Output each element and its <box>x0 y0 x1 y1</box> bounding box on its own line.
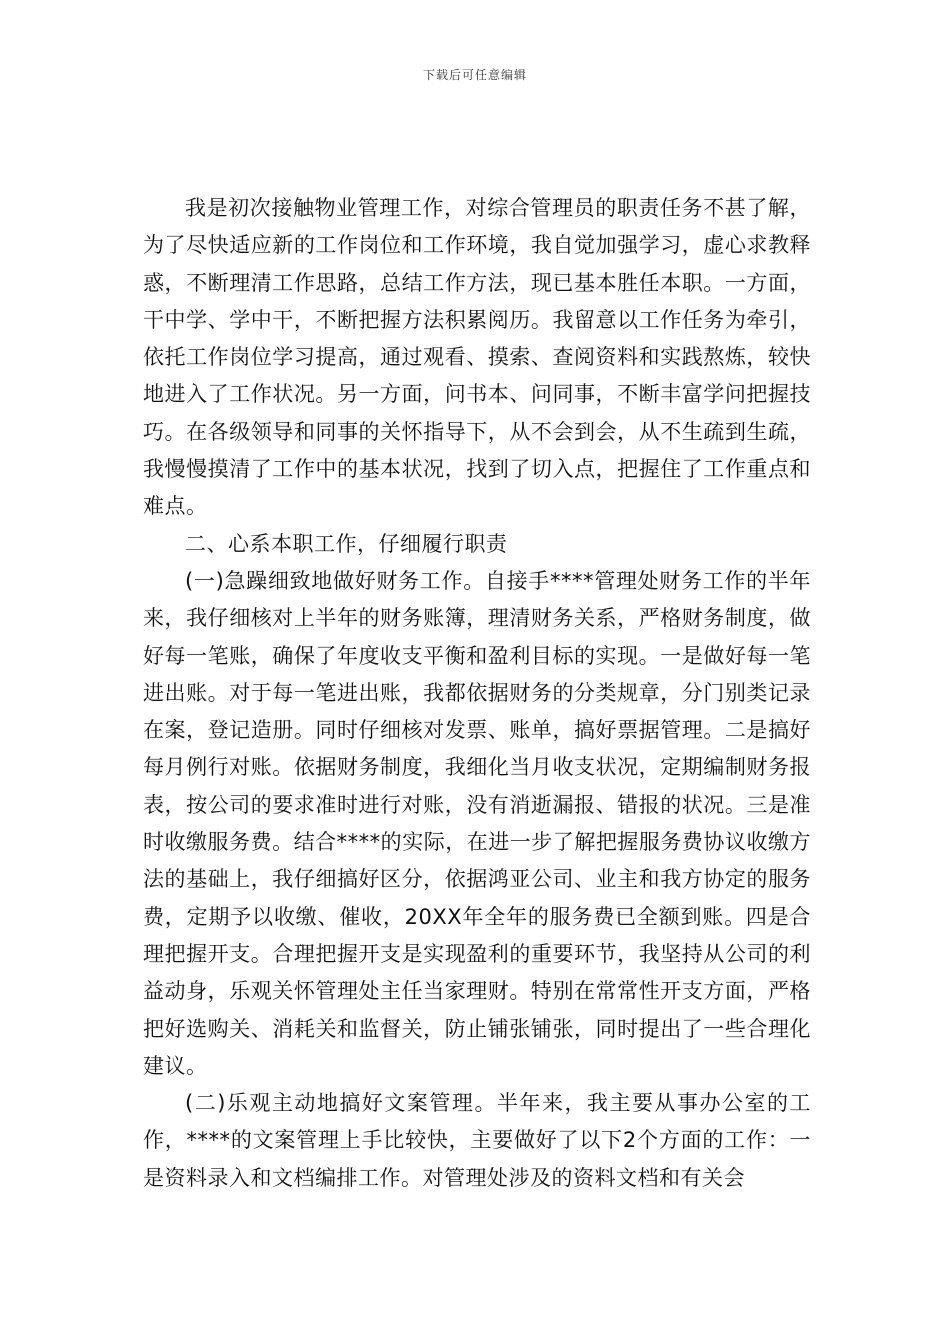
document-body <box>143 190 811 1197</box>
paragraph-intro: 我是初次接触物业管理工作，对综合管理员的职责任务不甚了解，为了尽快适应新的工作岗位和工作环境，我自觉加强学习，虚心求教释惑，不断理清工作思路，总结工作方法，现已基本胜任本职。一方面，干中学、学中干，不断把握方法积累阅历。我留意以工作任务为牵引，依托工作岗位学习提高，通过观看、摸索、查阅资料和实践熬炼，较快地进入了工作状况。另一方面，问书本、问同事，不断丰富学问把握技巧。在各级领导和同事的关怀指导下，从不会到会，从不生疏到生疏，我慢慢摸清了工作中的基本状况，找到了切入点，把握住了工作重点和难点。 <box>143 196 811 519</box>
header-note: 下载后可任意编辑 <box>422 68 527 82</box>
paragraph-documents: (二)乐观主动地搞好文案管理。半年来，我主要从事办公室的工作，****的文案管理上手比较快，主要做好了以下2个方面的工作：一是资料录入和文档编排工作。对管理处涉及的资料文档和有关会 <box>143 1091 811 1190</box>
section-heading: 二、心系本职工作，仔细履行职责 <box>185 531 508 556</box>
paragraph-finance: (一)急躁细致地做好财务工作。自接手****管理处财务工作的半年来，我仔细核对上半年的财务账簿，理清财务关系，严格财务制度，做好每一笔账，确保了年度收支平衡和盈利目标的实现。一是做好每一笔进出账。对于每一笔进出账，我都依据财务的分类规章，分门别类记录在案，登记造册。同时仔细核对发票、账单，搞好票据管理。二是搞好每月例行对账。依据财务制度，我细化当月收支状况，定期编制财务报表，按公司的要求准时进行对账，没有消逝漏报、错报的状况。三是准时收缴服务费。结合****的实际，在进一步了解把握服务费协议收缴方法的基础上，我仔细搞好区分，依据鸿亚公司、业主和我方协定的服务费，定期予以收缴、催收，20XX年全年的服务费已全额到账。四是合理把握开支。合理把握开支是实现盈利的重要环节，我坚持从公司的利益动身，乐观关怀管理处主任当家理财。特别在常常性开支方面，严格把好选购关、消耗关和监督关，防止铺张铺张，同时提出了一些合理化建议。 <box>143 568 811 1078</box>
